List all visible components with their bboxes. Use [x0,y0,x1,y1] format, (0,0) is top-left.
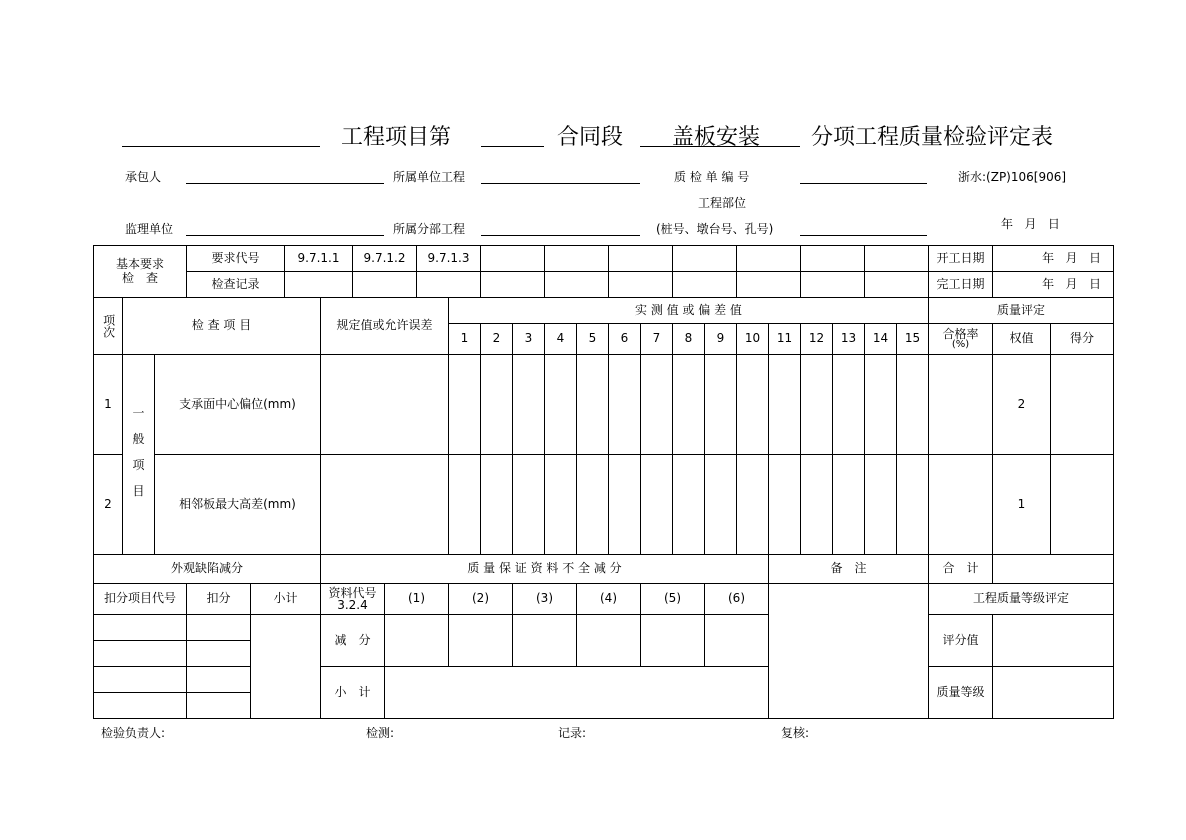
row-2-weight: 1 [1017,496,1026,511]
measure-col-6: 6 [620,331,629,346]
part-detail-label: (桩号、墩台号、孔号) [656,222,774,236]
docs-deduction-label: 质 量 保 证 资 料 不 全 减 分 [467,561,622,576]
table-rule-v-29 [544,323,545,555]
category-char-2: 般 [132,432,145,447]
requirement-code-2: 9.7.1.2 [363,250,406,265]
table-rule-v-28 [512,323,513,555]
measure-col-1: 1 [460,331,469,346]
table-rule-v-26 [1050,323,1051,555]
quality-eval-header: 质量评定 [996,302,1045,317]
measure-col-11: 11 [776,331,793,346]
pass-rate-unit: (%) [951,339,970,350]
weight-header: 权值 [1009,331,1034,346]
table-rule-v-27 [480,323,481,555]
table-rule-h-54 [93,666,250,667]
table-rule-v-13 [672,245,673,297]
deduct-points-header: 扣分 [206,591,231,606]
requirement-code-3: 9.7.1.3 [427,250,470,265]
table-rule-h-55 [93,692,250,693]
table-rule-v-10 [480,245,481,297]
basic-label-line1: 基本要求 [115,257,164,272]
check-item-header: 检 查 项 目 [191,318,252,333]
table-rule-v-35 [736,323,737,555]
measure-col-5: 5 [588,331,597,346]
basic-label-line2: 检 查 [121,270,158,285]
remark-label: 备 注 [830,561,867,576]
appearance-deduction-label: 外观缺陷减分 [170,561,243,576]
row-2-no: 2 [104,496,112,511]
doc-subtotal-label: 小 计 [334,684,371,699]
table-rule-v-30 [576,323,577,555]
sub-project-label: 所属分部工程 [393,222,466,236]
part-label: 工程部位 [698,196,747,210]
table-rule-v-38 [832,323,833,555]
row-1-weight: 2 [1017,396,1026,411]
recorder-label: 记录: [558,726,587,740]
measure-col-4: 4 [556,331,565,346]
table-rule-v-33 [672,323,673,555]
requirement-code-label: 要求代号 [211,250,260,265]
form-code: 浙水:(ZP)106[906] [958,170,1067,184]
measured-header: 实 测 值 或 偏 差 值 [635,302,742,317]
inspector-label: 检验负责人: [101,726,166,740]
measure-col-7: 7 [652,331,661,346]
contractor-label: 承包人 [125,170,162,184]
inspection-no-field[interactable] [800,183,927,184]
table-rule-v-31 [608,323,609,555]
table-rule-v-34 [704,323,705,555]
tester-label: 检测: [366,726,395,740]
quality-grade-label: 质量等级 [936,684,985,699]
table-rule-v-41 [122,354,123,555]
measure-col-15: 15 [904,331,921,346]
deduct-subtotal-header: 小计 [273,591,298,606]
start-date-value[interactable]: 年 月 日 [1042,250,1101,265]
row-2-name: 相邻板最大高差(mm) [179,496,296,511]
reviewer-label: 复核: [781,726,810,740]
header-date: 年 月 日 [1001,217,1060,231]
measure-col-3: 3 [524,331,533,346]
score-header: 得分 [1069,331,1094,346]
table-rule-v-37 [800,323,801,555]
category-char-3: 项 [132,458,145,473]
finish-date-label: 完工日期 [936,276,985,291]
measure-col-9: 9 [716,331,725,346]
spec-header: 规定值或允许误差 [336,318,433,333]
row-1-no: 1 [104,396,112,411]
doc-col-2: (2) [472,591,489,606]
measure-col-10: 10 [744,331,761,346]
part-field[interactable] [800,235,927,236]
finish-date-value[interactable]: 年 月 日 [1042,276,1101,291]
title-blank-project [122,146,320,147]
deduct-item-code-header: 扣分项目代号 [103,591,176,606]
item-no-header: 项次 [101,314,116,338]
unit-project-field[interactable] [481,183,640,184]
doc-col-3: (3) [536,591,553,606]
table-rule-v-64 [992,614,993,719]
measure-col-13: 13 [840,331,857,346]
sub-project-field[interactable] [481,235,640,236]
doc-reduce-label: 减 分 [334,632,371,647]
inspection-no-label: 质 检 单 编 号 [674,170,750,184]
unit-project-label: 所属单位工程 [393,170,466,184]
table-rule-v-40 [896,323,897,555]
doc-col-6: (6) [728,591,745,606]
score-value-label: 评分值 [942,632,979,647]
total-label: 合 计 [942,561,979,576]
row-1-name: 支承面中心偏位(mm) [179,396,296,411]
contractor-field[interactable] [186,183,384,184]
doc-col-1: (1) [408,591,425,606]
measure-col-14: 14 [872,331,889,346]
table-rule-v-15 [800,245,801,297]
table-rule-v-32 [640,323,641,555]
table-rule-h-52 [320,666,768,667]
table-rule-v-14 [736,245,737,297]
table-rule-h-48 [93,614,320,615]
table-rule-h-49 [320,614,768,615]
title-form-name: 分项工程质量检验评定表 [811,125,1054,150]
requirement-code-1: 9.7.1.1 [297,250,340,265]
table-rule-h-51 [93,640,250,641]
table-rule-v-36 [768,323,769,555]
title-item-name: 盖板安装 [672,125,761,150]
start-date-label: 开工日期 [936,250,985,265]
title-blank-section [481,146,544,147]
supervisor-field[interactable] [186,235,384,236]
doc-col-5: (5) [664,591,681,606]
grade-eval-header: 工程质量等级评定 [972,591,1069,606]
doc-col-4: (4) [600,591,617,606]
doc-code-value: 3.2.4 [337,598,368,612]
measure-col-12: 12 [808,331,825,346]
category-char-4: 目 [132,484,145,499]
pass-rate-label: 合格率 [942,327,979,341]
table-rule-v-16 [864,245,865,297]
check-record-label: 检查记录 [211,276,260,291]
table-rule-v-3 [1113,245,1114,719]
supervisor-label: 监理单位 [125,222,174,236]
table-rule-h-1 [93,718,1114,719]
title-contract-section: 合同段 [557,125,624,150]
doc-code-header [321,584,384,614]
table-rule-v-39 [864,323,865,555]
table-rule-v-11 [544,245,545,297]
title-project: 工程项目第 [341,125,452,150]
category-char-1: 一 [132,406,145,421]
pass-rate-header [929,324,992,354]
doc-code-label: 资料代号 [328,586,377,600]
basic-requirement-label [94,246,186,297]
table-rule-v-12 [608,245,609,297]
measure-col-8: 8 [684,331,693,346]
measure-col-2: 2 [492,331,501,346]
